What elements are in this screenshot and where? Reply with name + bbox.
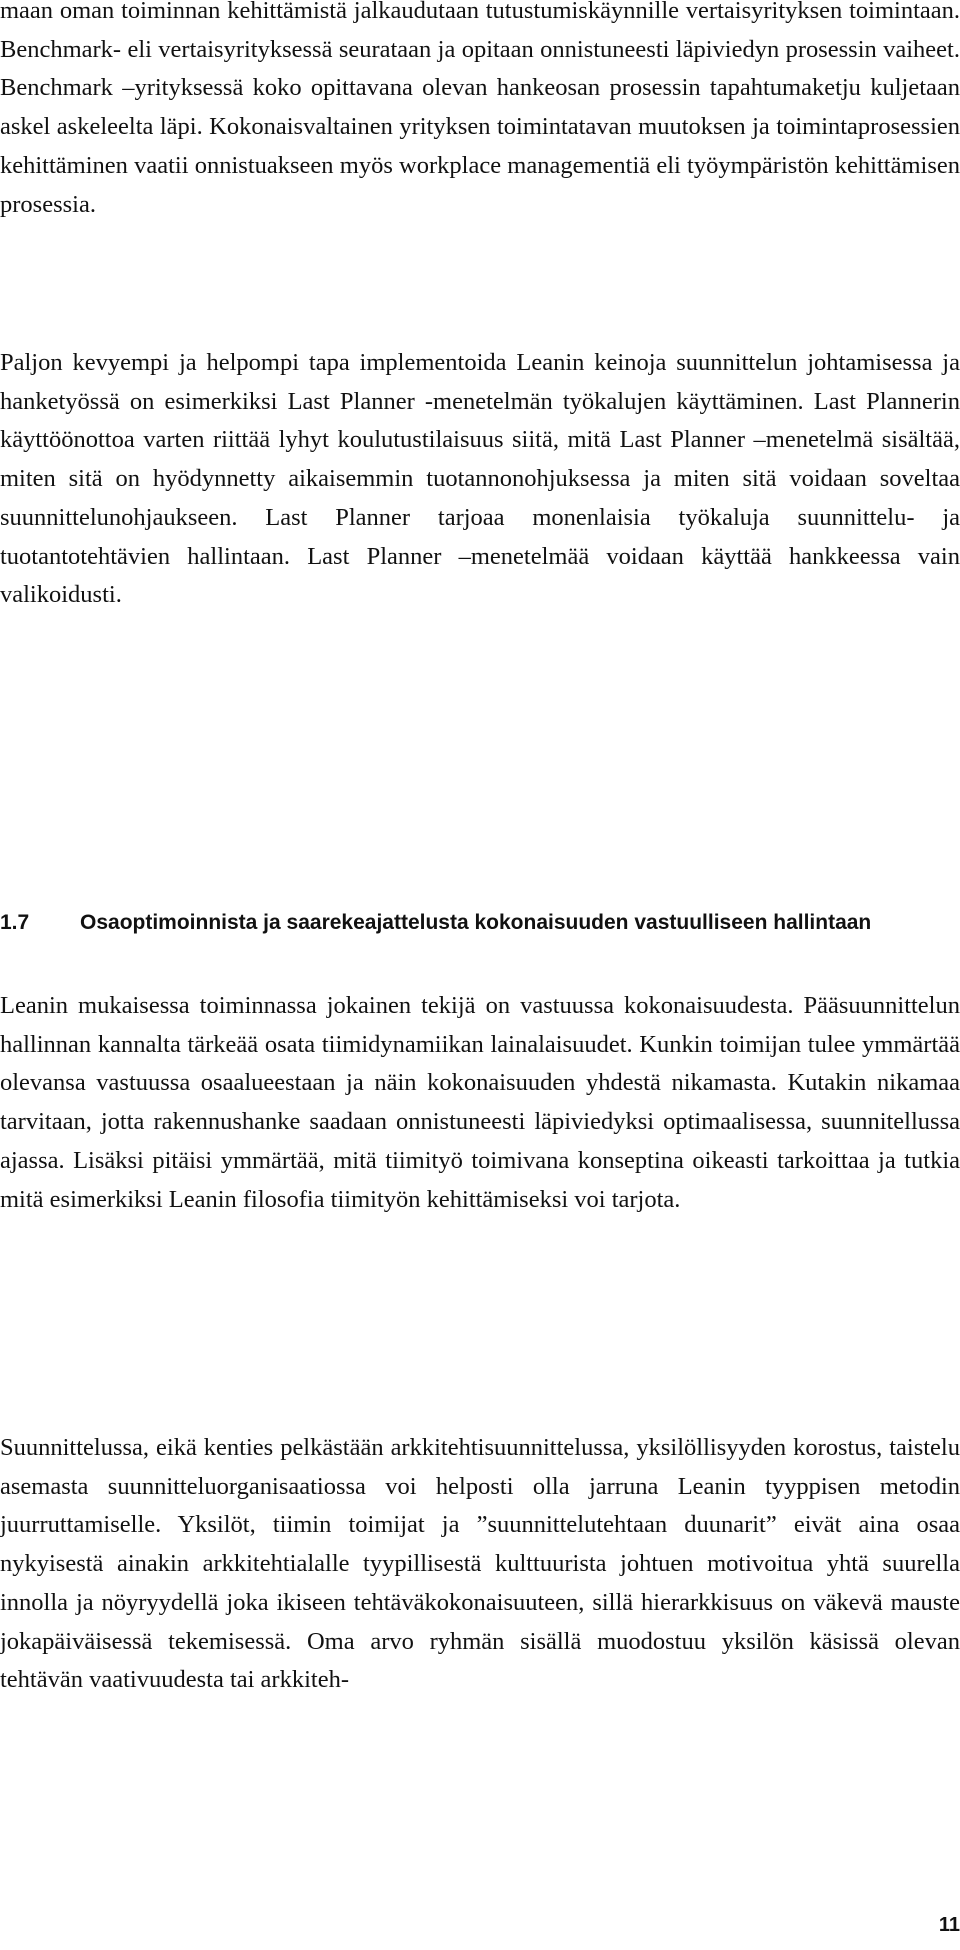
section-title: Osaoptimoinnista ja saarekeajattelusta kokonaisuuden vastuulliseen hallintaan [80,911,872,934]
page-number: 11 [938,1914,960,1936]
section-number: 1.7 [0,911,30,934]
paragraph-last-planner: Paljon kevyempi ja helpompi tapa implementoida Leanin keinoja suunnittelun johtamisessa ja hanketyössä on esimerkiksi Last Planner -menetelmän työkalujen käyttäminen. Last Plannerin käyttöönottoa varten riittää lyhyt koulutustilaisuus siitä, mitä Last Planner –menetelmä sisältää, miten sitä on hyödynnetty aikaisemmin tuotannonohjuksessa ja miten sitä voidaan soveltaa suunnittelunohjaukseen. Last Planner tarjoaa monenlaisia työkaluja suunnittelu- ja tuotantotehtävien hallintaan. Last Planner –menetelmää voidaan käyttää hankkeessa vain valikoidusti. [0,349,960,609]
paragraph-benchmark: maan oman toiminnan kehittämistä jalkaudutaan tutustumiskäynnille vertaisyrityksen toimintaan. Benchmark- eli vertaisyrityksessä seurataan ja opitaan onnistuneesti läpiviedyn prosessin vaiheet. Benchmark –yrityksessä koko opittavana olevan hankeosan prosessin tapahtumaketju kuljetaan askel askeleelta läpi. Kokonaisvaltainen yrityksen toimintatavan muutoksen ja toimintaprosessien kehittäminen vaatii onnistuakseen myös workplace managementiä eli työympäristön kehittämisen prosessia. [0,0,960,218]
paragraph-responsibility: Leanin mukaisessa toiminnassa jokainen tekijä on vastuussa kokonaisuudesta. Pääsuunnittelun hallinnan kannalta tärkeää osata tiimidynamiikan lainalaisuudet. Kunkin toimijan tulee ymmärtää olevansa vastuussa osaalueestaan ja näin kokonaisuuden yhdestä nikamasta. Kutakin nikamaa tarvitaan, jotta rakennushanke saadaan onnistuneesti läpiviedyksi optimaalisessa, suunnitellussa ajassa. Lisäksi pitäisi ymmärtää, mitä tiimityö toimivana konseptina oikeasti tarkoittaa ja tutkia mitä esimerkiksi Leanin filosofia tiimityön kehittämiseksi voi tarjota. [0,992,960,1213]
paragraph-individualism: Suunnittelussa, eikä kenties pelkästään arkkitehtisuunnittelussa, yksilöllisyyden korostus, taistelu asemasta suunnitteluorganisaatiossa voi helposti olla jarruna Leanin tyyppisen metodin juurruttamiselle. Yksilöt, tiimin toimijat ja ”suunnittelutehtaan duunarit” eivät aina osaa nykyisestä ainakin arkkitehtialalle tyypillisestä kulttuurista johtuen motivoitua yhtä suurella innolla ja nöyryydellä joka ikiseen tehtäväkokonaisuuteen, sillä hierarkkisuus on väkevä mauste jokapäiväisessä tekemisessä. Oma arvo ryhmän sisällä muodostuu yksilön käsissä olevan tehtävän vaativuudesta tai arkkiteh- [0,1434,960,1694]
